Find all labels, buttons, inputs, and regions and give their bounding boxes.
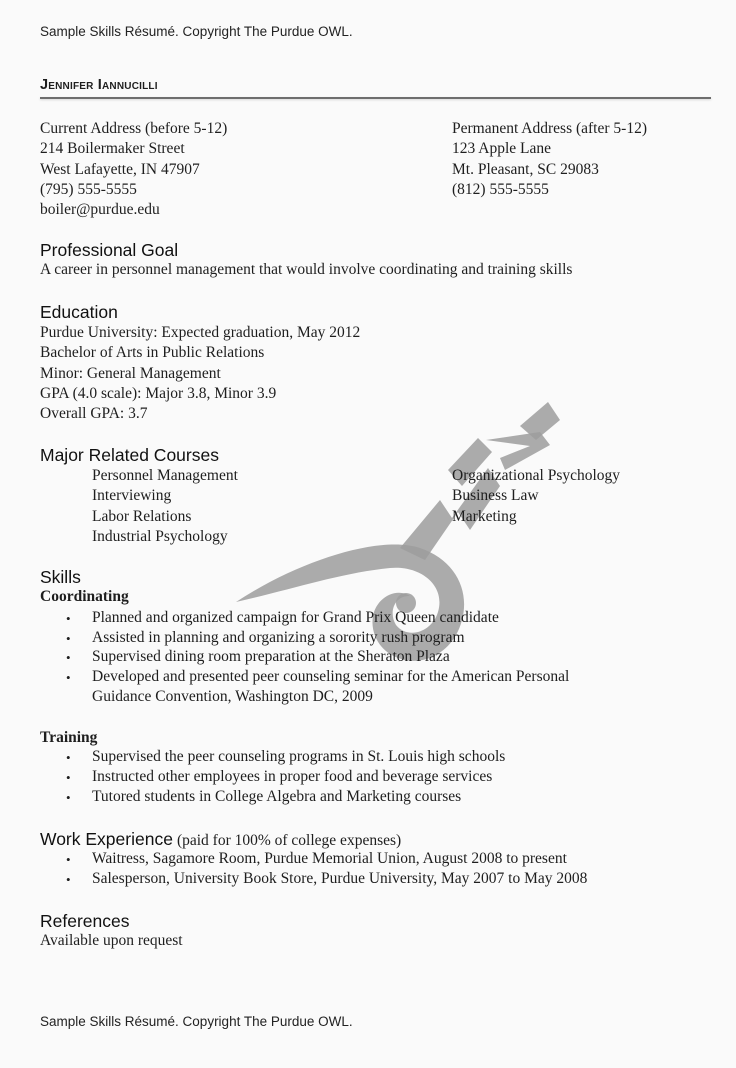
course-item: Personnel Management [92, 467, 238, 484]
professional-goal-text: A career in personnel management that would involve coordinating and training skills [40, 261, 573, 278]
candidate-name: Jennifer Iannucilli [40, 77, 158, 93]
current-city: West Lafayette, IN 47907 [40, 160, 200, 178]
education-line: Purdue University: Expected graduation, May 2012 [40, 324, 361, 341]
current-address [40, 119, 227, 220]
header-caption: Sample Skills Résumé. Copyright The Purdue OWL. [40, 24, 353, 39]
course-item: Business Law [452, 487, 539, 505]
education-line: GPA (4.0 scale): Major 3.8, Minor 3.9 [40, 384, 277, 402]
bullet-icon: • [66, 790, 71, 805]
current-phone: (795) 555-5555 [40, 180, 137, 198]
permanent-street: 123 Apple Lane [452, 140, 552, 158]
bullet-icon: • [66, 852, 71, 867]
work-item: Waitress, Sagamore Room, Purdue Memorial Union, August 2008 to present [92, 850, 567, 867]
references-text: Available upon request [40, 932, 183, 949]
work-experience-note: (paid for 100% of college expenses) [176, 832, 402, 849]
education-heading: Education [40, 302, 118, 322]
bullet-icon: • [66, 872, 71, 887]
work-experience-header [40, 829, 401, 850]
coordinating-item: Developed and presented peer counseling seminar for the American Personal [92, 668, 570, 685]
email: boiler@purdue.edu [40, 201, 160, 219]
courses-left-column [92, 466, 238, 547]
education-line: Overall GPA: 3.7 [40, 405, 148, 423]
name-divider [40, 97, 711, 99]
bullet-icon: • [66, 750, 71, 765]
coordinating-item: Planned and organized campaign for Grand Prix Queen candidate [92, 609, 499, 626]
permanent-phone: (812) 555-5555 [452, 180, 549, 198]
bullet-icon: • [66, 670, 71, 685]
education-line: Minor: General Management [40, 364, 221, 382]
coordinating-item-continued: Guidance Convention, Washington DC, 2009 [92, 688, 373, 705]
current-street: 214 Boilermaker Street [40, 140, 185, 158]
permanent-address [452, 119, 647, 200]
work-item: Salesperson, University Book Store, Purdue University, May 2007 to May 2008 [92, 870, 588, 887]
coordinating-item: Supervised dining room preparation at the Sheraton Plaza [92, 648, 450, 665]
skills-heading: Skills [40, 567, 81, 587]
education-details [40, 323, 360, 424]
current-address-label: Current Address (before 5-12) [40, 120, 228, 137]
training-subheading: Training [40, 729, 98, 746]
course-item: Organizational Psychology [452, 467, 621, 484]
coordinating-item: Assisted in planning and organizing a sorority rush program [92, 629, 465, 646]
course-item: Labor Relations [92, 507, 192, 525]
education-line: Bachelor of Arts in Public Relations [40, 344, 265, 362]
permanent-city: Mt. Pleasant, SC 29083 [452, 160, 599, 178]
coordinating-subheading: Coordinating [40, 588, 129, 605]
bullet-icon: • [66, 611, 71, 626]
courses-heading: Major Related Courses [40, 445, 219, 465]
training-item: Tutored students in College Algebra and Marketing courses [92, 788, 462, 805]
course-item: Interviewing [92, 487, 172, 505]
work-experience-heading: Work Experience [40, 829, 173, 849]
permanent-address-label: Permanent Address (after 5-12) [452, 120, 647, 137]
professional-goal-heading: Professional Goal [40, 240, 179, 260]
course-item: Marketing [452, 507, 517, 525]
training-item: Instructed other employees in proper food and beverage services [92, 768, 493, 785]
bullet-icon: • [66, 631, 71, 646]
references-heading: References [40, 911, 130, 931]
training-item: Supervised the peer counseling programs in St. Louis high schools [92, 748, 506, 765]
bullet-icon: • [66, 650, 71, 665]
footer-caption: Sample Skills Résumé. Copyright The Purdue OWL. [40, 1014, 353, 1029]
course-item: Industrial Psychology [92, 527, 228, 545]
courses-right-column [452, 466, 620, 527]
bullet-icon: • [66, 770, 71, 785]
